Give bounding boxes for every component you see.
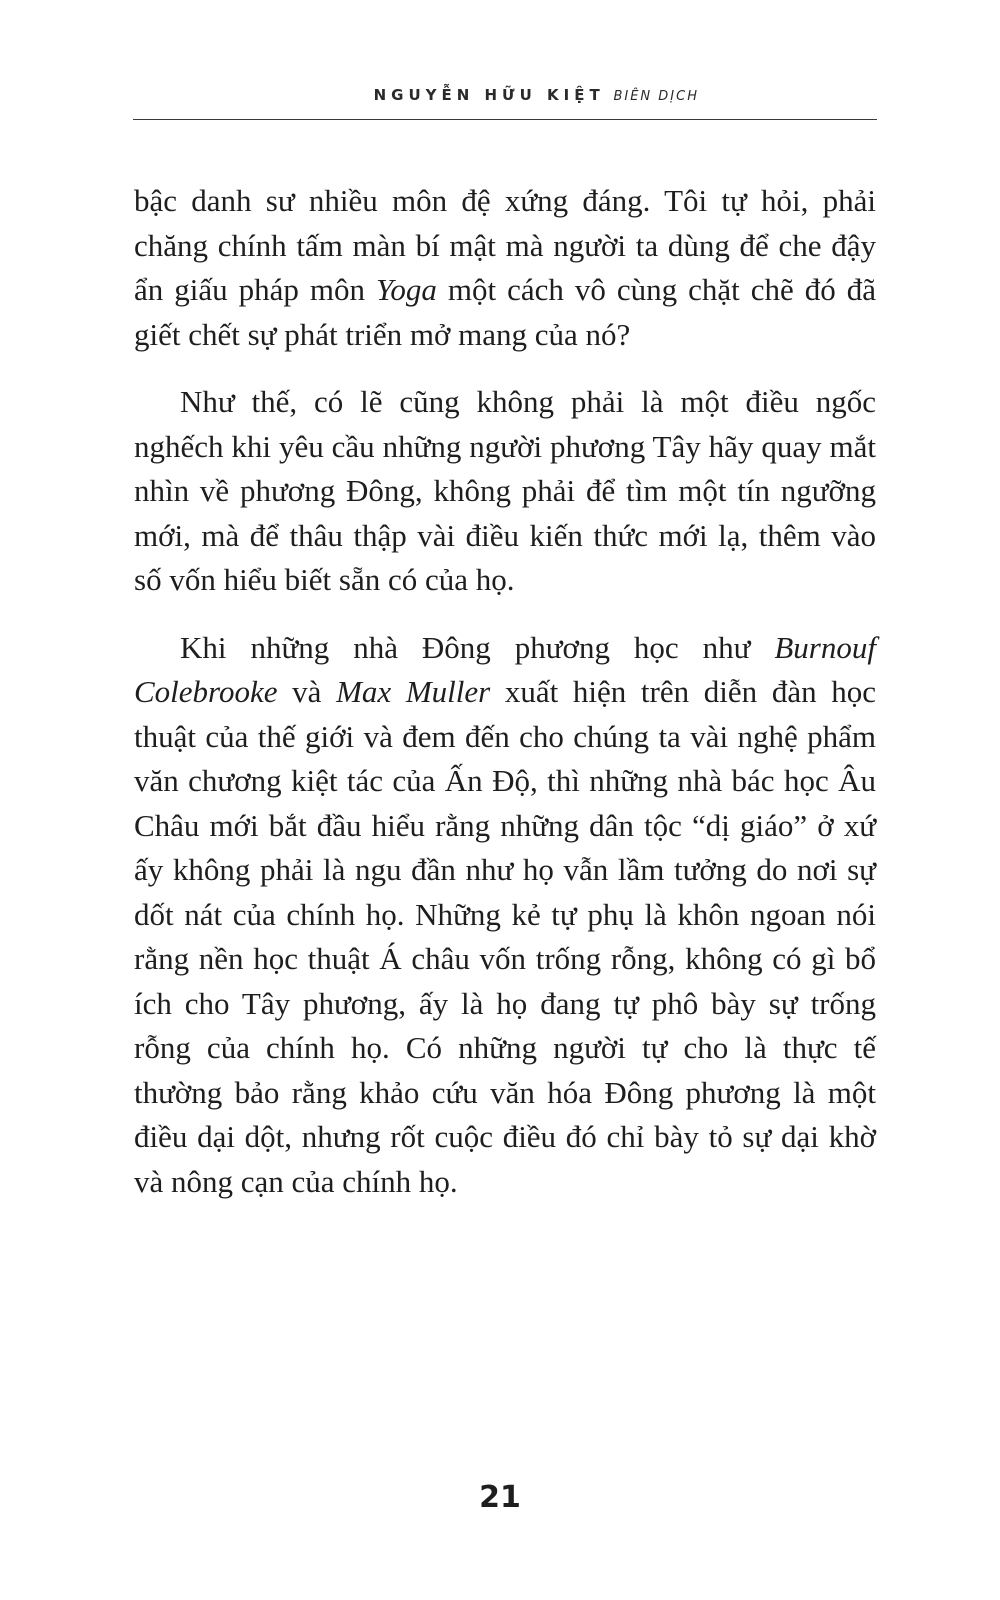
page-number: 21 [479,1480,521,1515]
header-author: NGUYỄN HỮU KIỆT [373,86,605,104]
italic-name-burnouf-colebrooke: Burnouf Colebrooke [134,629,876,709]
paragraph-2-text: Như thế, có lẽ cũng không phải là một điều ngốc nghếch khi yêu cầu những người phương Tây hãy quay mắt nhìn về phương Đông, không phải để tìm một tín ngưỡng mới, mà để thâu thập vài điều kiến thức mới lạ, thêm vào số vốn hiểu biết sẵn có của họ. [134,384,876,597]
paragraph-3 [134,626,876,1205]
header-role: BIÊN DỊCH [613,89,699,104]
paragraph-2 [134,380,876,603]
paragraph-3-text-c: xuất hiện trên diễn đàn học thuật của thế giới và đem đến cho chúng ta vài nghệ phẩm văn chương kiệt tác của Ấn Độ, thì những nhà bác học Âu Châu mới bắt đầu hiểu rằng những dân tộc “dị giáo” ở xứ ấy không phải là ngu đần như họ vẫn lầm tưởng do nơi sự dốt nát của chính họ. Những kẻ tự phụ là khôn ngoan nói rằng nền học thuật Á châu vốn trống rỗng, không có gì bổ ích cho Tây phương, ấy là họ đang tự phô bày sự trống rỗng của chính họ. Có những người tự cho là thực tế thường bảo rằng khảo cứu văn hóa Đông phương là một điều dại dột, nhưng rốt cuộc điều đó chỉ bày tỏ sự dại khờ và nông cạn của chính họ. [134,674,876,1199]
paragraph-1 [134,179,876,357]
paragraph-1-text-a: bậc danh sư nhiều môn đệ xứng đáng. Tôi tự hỏi, phải chăng chính tấm màn bí mật mà người ta dùng để che đậy ẩn giấu pháp môn [134,183,876,307]
paragraph-3-text-a: Khi những nhà Đông phương học như [180,629,775,665]
paragraph-1-text-b: một cách vô cùng chặt chẽ đó đã giết chết sự phát triển mở mang của nó? [134,272,876,352]
italic-term-yoga: Yoga [375,272,437,307]
italic-name-max-muller: Max Muller [336,674,491,709]
body-text [134,179,876,1204]
header-rule [133,119,877,120]
running-header [133,86,877,104]
paragraph-3-text-b: và [277,674,337,709]
